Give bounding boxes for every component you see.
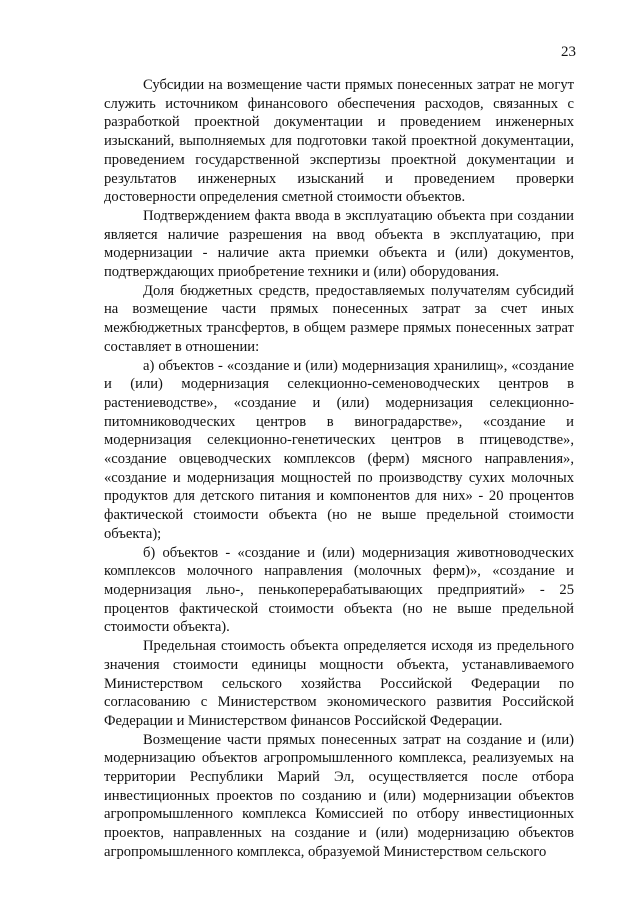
paragraph-reimbursement-procedure: Возмещение части прямых понесенных затрат на создание и (или) модернизацию объектов агропромышленного комплекса, реализуемых на территории Республики Марий Эл, осуществляется после отбора инвестиционных проектов по созданию и (или) модернизации объектов агропромышленного комплекса Комиссией по отбору инвестиционных проектов, направленных на создание и (или) модернизацию объектов агропромышленного комплекса, образуемой Министерством сельского — [104, 731, 574, 860]
document-body — [104, 76, 574, 862]
page-number: 23 — [561, 44, 576, 60]
paragraph-item-a: а) объектов - «создание и (или) модернизация хранилищ», «создание и (или) модернизация селекционно-семеноводческих центров в растениеводстве», «создание и (или) модернизация селекционно-питомниководческих центров в виноградарстве», «создание и модернизация селекционно-генетических центров в птицеводстве», «создание овцеводческих комплексов (ферм) мясного направления», «создание и модернизация мощностей по производству сухих молочных продуктов для детского питания и компонентов для них» - 20 процентов фактической стоимости объекта (но не выше предельной стоимости объекта); — [104, 357, 574, 542]
paragraph-item-b: б) объектов - «создание и (или) модернизация животноводческих комплексов молочного направления (молочных ферм)», «создание и модернизация льно-, пенькоперерабатывающих предприятий» - 25 процентов фактической стоимости объекта (но не выше предельной стоимости объекта). — [104, 544, 574, 636]
paragraph-subsidy-restrictions: Субсидии на возмещение части прямых понесенных затрат не могут служить источником финансового обеспечения расходов, связанных с разработкой проектной документации и проведением инженерных изысканий, выполняемых для подготовки такой проектной документации, проведением государственной экспертизы проектной документации и результатов инженерных изысканий и проведением проверки достоверности определения сметной стоимости объектов. — [104, 77, 574, 206]
paragraph-commissioning-confirmation: Подтверждением факта ввода в эксплуатацию объекта при создании является наличие разрешения на ввод объекта в эксплуатацию, при модернизации - наличие акта приемки объекта и (или) документов, подтверждающих приобретение техники и (или) оборудования. — [104, 207, 574, 281]
paragraph-budget-share: Доля бюджетных средств, предоставляемых получателям субсидий на возмещение части прямых понесенных затрат за счет иных межбюджетных трансфертов, в общем размере прямых понесенных затрат составляет в отношении: — [104, 282, 574, 355]
paragraph-maximum-cost: Предельная стоимость объекта определяется исходя из предельного значения стоимости единицы мощности объекта, устанавливаемого Министерством сельского хозяйства Российской Федерации по согласованию с Министерством экономического развития Российской Федерации и Министерством финансов Российской Федерации. — [104, 638, 574, 729]
